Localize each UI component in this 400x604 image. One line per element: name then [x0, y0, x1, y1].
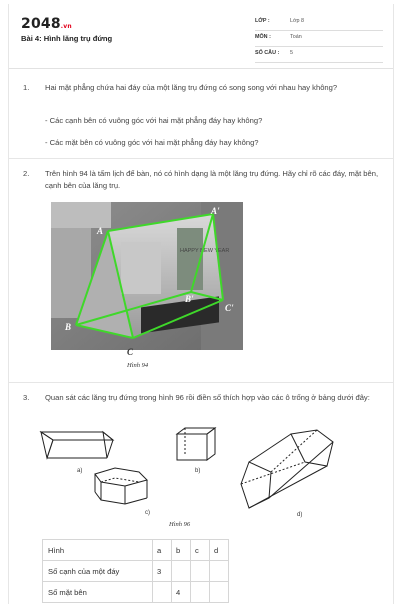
prism-b-shape [177, 428, 215, 460]
figure-label-a: a) [77, 468, 83, 474]
meta-label: MÔN : [255, 34, 271, 40]
vertex-label-B-prime: B' [185, 294, 194, 304]
figure-94-desk-calendar [51, 202, 243, 350]
prism-c-shape [95, 468, 147, 504]
question-text: Quan sát các lăng trụ đứng trong hình 96 rồi điền số thích hợp vào các ô trống ở bảng dưới đây: [45, 393, 370, 402]
question-text: Hai mặt phẳng chứa hai đáy của một lăng trụ đứng có song song với nhau hay không? [45, 83, 338, 92]
table-row-label: Số cạnh của một đáy [43, 561, 153, 582]
question-number: 3. [23, 393, 30, 402]
question-number: 1. [23, 83, 30, 92]
table-header-cell: Hình [43, 540, 153, 561]
worksheet-header [9, 4, 393, 69]
table-row [43, 561, 229, 582]
site-logo[interactable] [21, 16, 72, 32]
meta-value: Lớp 8 [290, 18, 305, 24]
figure-label-d: d) [297, 512, 303, 518]
vertex-label-A: A [97, 226, 104, 236]
meta-subject [255, 30, 383, 47]
table-header-row [43, 540, 229, 561]
meta-label: LỚP : [255, 18, 270, 24]
table-cell[interactable] [153, 582, 172, 603]
question-1-subpoint-1: - Các cạnh bên có vuông góc với hai mặt phẳng đáy hay không? [45, 116, 263, 125]
lesson-title: Bài 4: Hình lăng trụ đứng [21, 34, 113, 43]
figure-96-prisms [35, 422, 355, 522]
table-row [43, 582, 229, 603]
section-divider [9, 382, 393, 383]
table-header-cell: d [210, 540, 229, 561]
meta-label: SỐ CÂU : [255, 50, 280, 56]
logo-text: 2048 [21, 16, 61, 32]
table-cell[interactable] [191, 561, 210, 582]
figure-label-b: b) [195, 468, 201, 474]
question-1-subpoint-2: - Các mặt bên có vuông góc với hai mặt phẳng đáy hay không? [45, 138, 259, 147]
table-cell[interactable] [172, 561, 191, 582]
calendar-caption-text: HAPPY NEW YEAR [180, 248, 230, 254]
meta-grade [255, 14, 383, 31]
table-header-cell: a [153, 540, 172, 561]
question-number: 2. [23, 169, 30, 178]
table-cell[interactable] [210, 582, 229, 603]
meta-question-count [255, 46, 383, 63]
table-row-label: Số mặt bên [43, 582, 153, 603]
vertex-label-C-prime: C' [225, 303, 234, 313]
prism-d-shape [241, 430, 333, 508]
table-header-cell: b [172, 540, 191, 561]
table-header-cell: c [191, 540, 210, 561]
answer-table [42, 539, 229, 603]
table-cell[interactable]: 3 [153, 561, 172, 582]
prism-a-shape [41, 432, 113, 458]
figure-94-caption: Hình 94 [127, 362, 149, 369]
table-cell[interactable]: 4 [172, 582, 191, 603]
meta-value: 5 [290, 50, 293, 56]
table-cell[interactable] [210, 561, 229, 582]
figure-label-c: c) [145, 510, 150, 516]
vertex-label-B: B [65, 322, 72, 332]
figure-96-caption: Hình 96 [169, 521, 191, 528]
question-text: Trên hình 94 là tấm lịch để bàn, nó có hình dạng là một lăng trụ đứng. Hãy chỉ rõ các đáy, mặt bên, cạnh bên của lăng trụ. [45, 169, 379, 190]
worksheet [8, 4, 394, 604]
table-cell[interactable] [191, 582, 210, 603]
section-divider [9, 158, 393, 159]
vertex-label-A-prime: A' [211, 206, 220, 216]
meta-value: Toán [290, 34, 302, 40]
vertex-label-C: C [127, 347, 134, 357]
logo-suffix: .vn [60, 23, 72, 30]
